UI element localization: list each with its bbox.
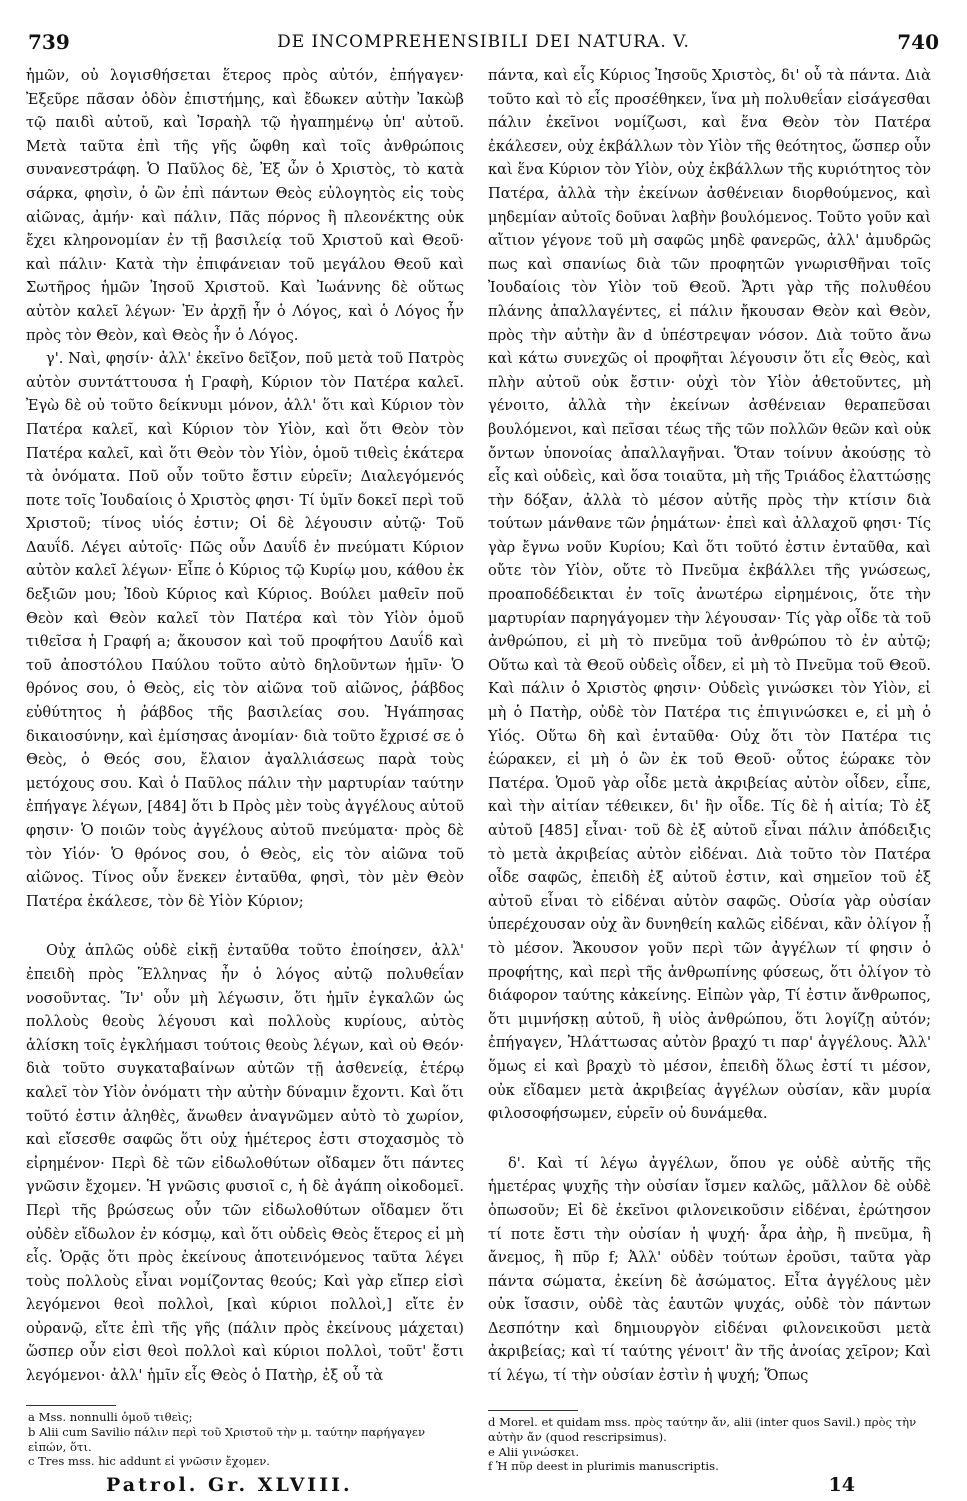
paragraph: πάντα, καὶ εἷς Κύριος Ἰησοῦς Χριστὸς, δι' οὗ τὰ πάντα. Διὰ τοῦτο καὶ τὸ εἷς προσέθηκεν, ἵνα μὴ πολυθεΐαν εἰσάγεσθαι πάλιν ἐκεῖνοι νομίζωσι, καὶ ἕνα Θεὸν τὸν Πατέρα ἐκάλεσεν, οὐχ ἐκβάλλων τὸν Υἱὸν τῆς θεότητος, ὥσπερ οὖν καὶ ἕνα Κύριον τὸν Υἱὸν, οὐχ ἐκβάλλων τῆς κυριότητος τὸν Πατέρα, ἀλλὰ τὴν ἐκείνων ἀσθένειαν διορθούμενος, καὶ μηδεμίαν αὐτοῖς δοῦναι λαβὴν βουλόμενος. Τοῦτο γοῦν καὶ αἴτιον γέγονε τοῦ μὴ σαφῶς μηδὲ φανερῶς, ἀλλ' ἀμυδρῶς πως καὶ σπανίως διὰ τῶν προφητῶν γνωρισθῆναι τοῖς Ἰουδαίοις τὸν Υἱὸν τοῦ Θεοῦ. Ἄρτι γὰρ τῆς πολυθέου πλάνης ἀπαλλαγέντες, εἰ πάλιν ἤκουσαν Θεὸν καὶ Θεὸν, πρὸς τὴν αὐτὴν ἂν d ὑπέστρεψαν νόσον. Διὰ τοῦτο ἄνω καὶ κάτω συνεχῶς οἱ προφῆται λέγουσιν ὅτι εἷς Θεὸς, καὶ πλὴν αὐτοῦ οὐκ ἔστιν· οὐχὶ τὸν Υἱὸν ἀθετοῦντες, μὴ γένοιτο, ἀλλὰ τὴν ἐκείνων ἀσθένειαν θεραπεῦσαι βουλόμενοι, καὶ πεῖσαι τέως τῆς τῶν πολλῶν θεῶν καὶ οὐκ ὄντων ὑπονοίας ἀπαλλαγῆναι. Ὅταν τοίνυν ἀκούσῃς τὸ εἷς καὶ οὐδεὶς, καὶ ὅσα τοιαῦτα, μὴ τῆς Τριάδος ἐλαττώσῃς τὴν δόξαν, ἀλλὰ τὸ μέσον αὐτῆς πρὸς τὴν κτίσιν διὰ τούτων μάνθανε τῶν ῥημάτων· ἐπεὶ καὶ ἀλλαχοῦ φησι· Τίς γὰρ ἔγνω νοῦν Κυρίου; Καὶ ὅτι τοῦτό ἐστιν ἐνταῦθα, καὶ οὔτε τὸν Υἱὸν, οὔτε τὸ Πνεῦμα ἐκβάλλει τῆς γνώσεως, προαποδέδεικται ἐν τοῖς ἀνωτέρω εἰρημένοις, ὅτε τὴν μαρτυρίαν παρηγάγομεν τὴν λέγουσαν· Τίς γὰρ οἶδε τὰ τοῦ ἀνθρώπου, εἰ μὴ τὸ πνεῦμα τοῦ ἀνθρώπου τὸ ἐν αὐτῷ; Οὕτω καὶ τὰ Θεοῦ οὐδεὶς οἶδεν, εἰ μὴ τὸ Πνεῦμα τοῦ Θεοῦ. Καὶ πάλιν ὁ Χριστὸς φησιν· Οὐδεὶς γινώσκει τὸν Υἱὸν, εἰ μὴ ὁ Πατὴρ, οὐδὲ τὸν Πατέρα τις ἐπιγινώσκει e, εἰ μὴ ὁ Υἱός. Οὕτω δὴ καὶ ἐνταῦθα· Οὐχ ὅτι τὸν Πατέρα τις ἑώρακεν, εἰ μὴ ὁ ὢν ἐκ τοῦ Θεοῦ· οὗτος ἑώρακε τὸν Πατέρα. Ὁμοῦ γὰρ οἶδε μετὰ ἀκριβείας αὐτὸν οἶδεν, εἶπε, καὶ τὴν αἰτίαν τέθεικεν, δι' ἣν οἶδε. Τίς δὲ ἡ αἰτία; Τὸ ἐξ αὐτοῦ [485] εἶναι· τοῦ δὲ ἐξ αὐτοῦ εἶναι πάλιν ἀπόδειξις τὸ μετὰ ἀκριβείας αὐτὸν εἰδέναι. Διὰ τοῦτο τὸν Πατέρα οἶδε σαφῶς, ἐπειδὴ ἐξ αὐτοῦ ἐστιν, καὶ σημεῖον τοῦ ἐξ αὐτοῦ εἶναι τὸ εἰδέναι αὐτὸν σαφῶς. Οὐσία γὰρ οὐσίαν ὑπερέχουσαν οὐχ ἂν δυνηθείη καλῶς εἰδέναι, κἂν ὀλίγον ᾖ τὸ μέσον. Ἄκουσον γοῦν περὶ τῶν ἀγγέλων τί φησιν ὁ προφήτης, καὶ περὶ τῆς ἀνθρωπίνης φύσεως, ὅτι ὀλίγον τὸ διάφορον ταύτης κἀκείνης. Εἰπὼν γὰρ, Τί ἐστιν ἄνθρωπος, ὅτι μιμνήσκῃ αὐτοῦ, ἢ υἱὸς ἀνθρώπου, ὅτι λογίζῃ αὐτόν; ἐπήγαγεν, Ἠλάττωσας αὐτὸν βραχύ τι παρ' ἀγγέλους. Ἀλλ' ὅμως εἰ καὶ βραχὺ τὸ μέσον, ἐπειδὴ ὅλως ἐστί τι μέσον, οὐκ εἴδαμεν μετὰ ἀκριβείας ἀγγέλων οὐσίαν, κἂν μυρία φιλοσοφήσωμεν, εὑρεῖν οὐ δυνάμεθα.: [488, 67, 931, 1123]
page-number-right: 740: [897, 30, 939, 54]
footnote: d Morel. et quidam mss. πρὸς ταύτην ἄν, alii (inter quos Savil.) πρὸς τὴν αὐτὴν ἄν (quod rescripsimus).: [488, 1415, 917, 1444]
footnote: e Alii γινώσκει.: [488, 1444, 580, 1459]
footnote: f Ἡ πῦρ deest in plurimis manuscriptis.: [488, 1459, 719, 1474]
signature-mark: 14: [828, 1474, 855, 1496]
running-title: DE INCOMPREHENSIBILI DEI NATURA. V.: [277, 32, 690, 52]
left-column: [26, 64, 464, 1388]
footnotes-left: [28, 1410, 462, 1469]
page-number-left: 739: [28, 30, 70, 54]
series-title: Patrol. Gr. XLVIII.: [106, 1474, 353, 1496]
footnote: b Alii cum Savilio πάλιν περὶ τοῦ Χριστοῦ τὴν μ. ταύτην παρήγαγεν εἰπών, ὅτι.: [28, 1424, 425, 1454]
footnote-rule: [26, 1405, 116, 1406]
footnote-rule: [488, 1410, 578, 1411]
paragraph: δ'. Καὶ τί λέγω ἀγγέλων, ὅπου γε οὐδὲ αὐτῆς τῆς ἡμετέρας ψυχῆς τὴν οὐσίαν ἴσμεν καλῶς, μᾶλλον δὲ οὐδὲ ὁπωσοῦν; Εἰ δὲ ἐκεῖνοι φιλονεικοῦσιν εἰδέναι, ἐρώτησον τί ποτε ἔστι τὴν οὐσίαν ἡ ψυχή· ἆρα ἀὴρ, ἢ πνεῦμα, ἢ ἄνεμος, ἢ πῦρ f; Ἀλλ' οὐδὲν τούτων ἐροῦσι, ταῦτα γὰρ πάντα σώματα, ἐκείνη δὲ ἀσώματος. Εἶτα ἀγγέλους μὲν οὐκ ἴσασιν, οὐδὲ τὰς ἑαυτῶν ψυχάς, οὐδὲ τὸν πάντων Δεσπότην καὶ δημιουργὸν εἰδέναι φιλονεικοῦσι μετὰ ἀκριβείας; καὶ τί ταύτης γένοιτ' ἂν τῆς ἀνοίας χεῖρον; Καὶ τί λέγω, τί τὴν οὐσίαν ἐστὶν ἡ ψυχή; Ὅπως: [488, 1154, 931, 1385]
paragraph: Οὐχ ἁπλῶς οὐδὲ εἰκῇ ἐνταῦθα τοῦτο ἐποίησεν, ἀλλ' ἐπειδὴ πρὸς Ἕλληνας ἦν ὁ λόγος αὐτῷ πολυθεΐαν νοσοῦντας. Ἵν' οὖν μὴ λέγωσιν, ὅτι ἡμῖν ἐγκαλῶν ὡς πολλοὺς θεοὺς λέγουσι καὶ πολλοὺς κυρίους, αὐτὸς ἁλίσκη τοῖς ἐγκλήμασι τούτοις θεοὺς λέγων, καὶ οὐ Θεόν· διὰ τοῦτο συγκαταβαίνων αὐτῶν τῇ ἀσθενείᾳ, ἑτέρῳ καλεῖ τὸν Υἱὸν ὀνόματι τὴν αὐτὴν δύναμιν ἔχοντι. Καὶ ὅτι τοῦτό ἐστιν ἀληθὲς, ἄνωθεν ἀναγνῶμεν αὐτὸ τὸ χωρίον, καὶ εἴσεσθε σαφῶς ὅτι οὐχ ἡμέτερος ἐστι στοχασμὸς τὸ εἰρημένον· Περὶ δὲ τῶν εἰδωλοθύτων οἴδαμεν ὅτι πάντες γνῶσιν ἔχομεν. Ἡ γνῶσις φυσιοῖ c, ἡ δὲ ἀγάπη οἰκοδομεῖ. Περὶ τῆς βρώσεως οὖν τῶν εἰδωλοθύτων οἴδαμεν ὅτι οὐδὲν εἴδωλον ἐν κόσμῳ, καὶ ὅτι οὐδεὶς Θεὸς ἕτερος εἰ μὴ εἷς. Ὁρᾷς ὅτι πρὸς ἐκείνους ἀποτεινόμενος ταῦτα λέγει τοὺς πολλοὺς εἶναι νομίζοντας θεούς; Καὶ γὰρ εἴπερ εἰσὶ λεγόμενοι θεοὶ πολλοὶ, [καὶ κύριοι πολλοὶ,] εἴτε ἐν οὐρανῷ, εἴτε ἐπὶ τῆς γῆς (πάλιν πρὸς ἐκείνους μάχεται) ὥσπερ οὖν εἰσι θεοὶ πολλοὶ καὶ κύριοι πολλοὶ, τοῦτ' ἔστι λεγόμενοι· ἀλλ' ἡμῖν εἷς Θεὸς ὁ Πατὴρ, ἐξ οὗ τὰ: [26, 942, 464, 1385]
paragraph: ἡμῶν, οὐ λογισθήσεται ἕτερος πρὸς αὐτόν, ἐπήγαγεν· Ἐξεῦρε πᾶσαν ὁδὸν ἐπιστήμης, καὶ ἔδωκεν αὐτὴν Ἰακὼβ τῷ παιδὶ αὐτοῦ, καὶ Ἰσραὴλ τῷ ἠγαπημένῳ ὑπ' αὐτοῦ. Μετὰ ταῦτα ἐπὶ τῆς γῆς ὤφθη καὶ τοῖς ἀνθρώποις συνανεστράφη. Ὁ Παῦλος δὲ, Ἐξ ὧν ὁ Χριστὸς, τὸ κατὰ σάρκα, φησὶν, ὁ ὢν ἐπὶ πάντων Θεὸς εὐλογητὸς εἰς τοὺς αἰῶνας, ἀμήν· καὶ πάλιν, Πᾶς πόρνος ἢ πλεονέκτης οὐκ ἔχει κληρονομίαν ἐν τῇ βασιλείᾳ τοῦ Χριστοῦ καὶ Θεοῦ· καὶ πάλιν· Κατὰ τὴν ἐπιφάνειαν τοῦ μεγάλου Θεοῦ καὶ Σωτῆρος ἡμῶν Ἰησοῦ Χριστοῦ. Καὶ Ἰωάννης δὲ οὕτως αὐτὸν καλεῖ λέγων· Ἐν ἀρχῇ ἦν ὁ Λόγος, καὶ ὁ Λόγος ἦν πρὸς τὸν Θεὸν, καὶ Θεὸς ἦν ὁ Λόγος.: [26, 67, 464, 344]
footnote: c Tres mss. hic addunt εἰ γνῶσιν ἔχομεν.: [28, 1454, 270, 1469]
right-column: [488, 64, 931, 1388]
paragraph: γ'. Ναὶ, φησίν· ἀλλ' ἐκεῖνο δεῖξον, ποῦ μετὰ τοῦ Πατρὸς αὐτὸν συντάττουσα ἡ Γραφὴ, Κύριον τὸν Πατέρα καλεῖ. Ἐγὼ δὲ οὐ τοῦτο δείκνυμι μόνον, ἀλλ' ὅτι καὶ Κύριον τὸν Πατέρα καλεῖ, καὶ Κύριον τὸν Υἱὸν, καὶ ὅτι Θεὸν τὸν Πατέρα καλεῖ, καὶ ὅτι Θεὸν τὸν Υἱὸν, ὁμοῦ τιθεὶς ἑκάτερα τὰ ὀνόματα. Ποῦ οὖν τοῦτο ἔστιν εὑρεῖν; Διαλεγόμενός ποτε τοῖς Ἰουδαίοις ὁ Χριστὸς φησι· Τί ὑμῖν δοκεῖ περὶ τοῦ Χριστοῦ; τίνος υἱός ἐστιν; Οἱ δὲ λέγουσιν αὐτῷ· Τοῦ Δαυΐδ. Λέγει αὐτοῖς· Πῶς οὖν Δαυΐδ ἐν πνεύματι Κύριον αὐτὸν καλεῖ λέγων· Εἶπε ὁ Κύριος τῷ Κυρίῳ μου, κάθου ἐκ δεξιῶν μου; Ἰδοὺ Κύριος καὶ Κύριος. Βούλει μαθεῖν ποῦ Θεὸν καὶ Θεὸν καλεῖ τὸν Πατέρα καὶ τὸν Υἱὸν ὁμοῦ τιθεῖσα ἡ Γραφή a; ἄκουσον καὶ τοῦ προφήτου Δαυΐδ καὶ τοῦ ἀποστόλου Παύλου τοῦτο αὐτὸ δηλοῦντων ἡμῖν· Ὁ θρόνος σου, ὁ Θεὸς, εἰς τὸν αἰῶνα τοῦ αἰῶνος, ῥάβδος εὐθύτητος ἡ ῥάβδος τῆς βασιλείας σου. Ἠγάπησας δικαιοσύνην, καὶ ἐμίσησας ἀνομίαν· διὰ τοῦτο ἔχρισέ σε ὁ Θεὸς, ὁ Θεός σου, ἔλαιον ἀγαλλιάσεως παρὰ τοὺς μετόχους σου. Καὶ ὁ Παῦλος πάλιν τὴν μαρτυρίαν ταύτην ἐπήγαγε λέγων, [484] ὅτι b Πρὸς μὲν τοὺς ἀγγέλους αὐτοῦ φησιν· Ὁ ποιῶν τοὺς ἀγγέλους αὐτοῦ πνεύματα· πρὸς δὲ τὸν Υἱόν· Ὁ θρόνος σου, ὁ Θεὸς, εἰς τὸν αἰῶνα τοῦ αἰῶνος. Τίνος οὖν ἕνεκεν ἐνταῦθα, φησὶ, τὸν μὲν Θεὸν Πατέρα ἐκάλεσε, τὸν δὲ Υἱὸν Κύριον;: [26, 350, 464, 910]
running-header: [28, 30, 939, 60]
footnotes-right: [488, 1415, 928, 1474]
footnote: a Mss. nonnulli ὁμοῦ τιθεὶς;: [28, 1410, 193, 1424]
